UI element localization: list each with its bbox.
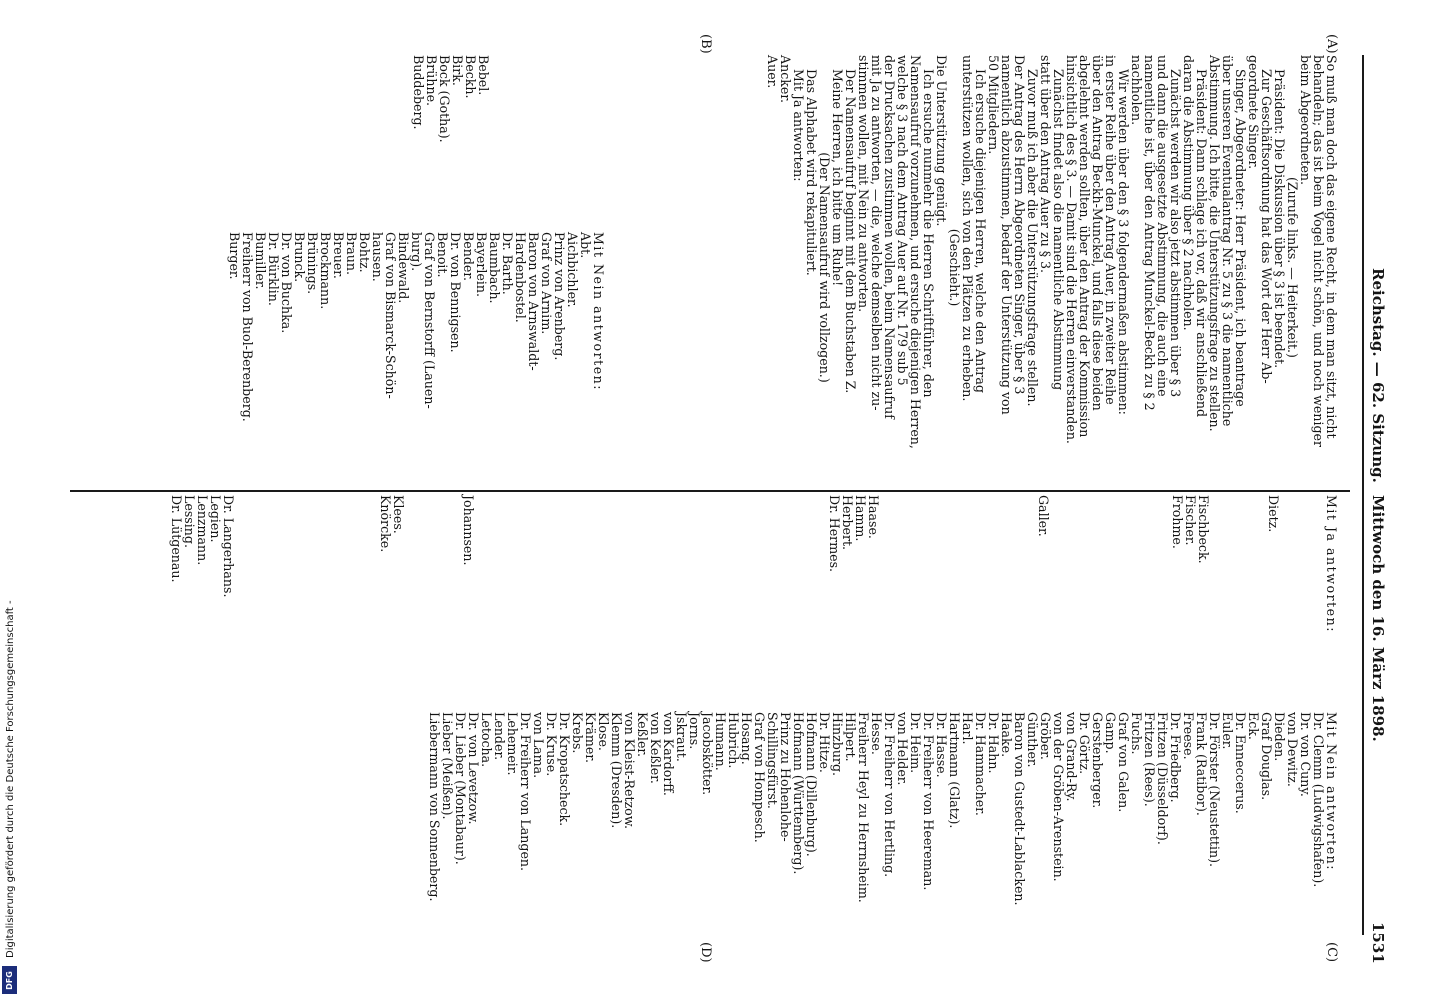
body-text-line: welche § 3 nach dem Antrag Auer auf Nr. 179 sub 5 — [895, 55, 910, 386]
member-name: Hubrich. — [726, 712, 741, 769]
member-name: Bindewald. — [396, 232, 411, 304]
member-name: Graf von Galen. — [1116, 712, 1131, 813]
member-name: Bumiller. — [253, 232, 268, 290]
member-name: Hinzburg. — [830, 712, 845, 777]
member-name: Schillingsfürst. — [765, 712, 780, 809]
member-name: Graf Douglas. — [1259, 712, 1274, 801]
member-name: Brockmann. — [318, 232, 333, 310]
body-text-line: Ancker. — [778, 55, 793, 103]
body-text-line: Das Alphabet wird rekapituliert. — [804, 69, 819, 276]
body-text-line: namentliche ist, über den Antrag Munckel-Beckh zu § 2 — [1142, 55, 1157, 411]
member-name: Dr. Lieber (Montabaur). — [453, 712, 468, 865]
member-name: Frohme. — [1170, 495, 1185, 549]
body-text-line: daran die Abstimmung über § 2 nachholen. — [1181, 55, 1196, 331]
member-name: Burger. — [227, 232, 242, 280]
body-text-line: abgelehnt werden sollten, über den Antrag der Kommission — [1077, 55, 1092, 438]
member-name: Dr. von Cuny. — [1298, 712, 1313, 797]
member-name: Dr. Freiherr von Hertling. — [882, 712, 897, 878]
member-name: von Kardorff. — [661, 712, 676, 796]
member-name: Brunck. — [292, 232, 307, 283]
member-name: Hesse. — [869, 712, 884, 755]
body-text-line: Meine Herren, ich bitte um Ruhe! — [830, 69, 845, 287]
body-text-line: hinsichtlich des § 3. — Damit sind die Herren einverstanden. — [1064, 55, 1079, 444]
member-name: Brühne. — [424, 55, 439, 107]
member-name: Bender. — [461, 232, 476, 281]
member-name: Dr. Freiherr von Langen. — [518, 712, 533, 872]
member-name: Knörcke. — [378, 495, 393, 553]
ja-names-l — [170, 495, 235, 695]
body-text-line: (Geschieht.) — [947, 228, 962, 307]
member-name: burg). — [409, 232, 424, 272]
member-name: Gamp. — [1103, 712, 1118, 754]
member-name: Liebermann von Sonnenberg. — [427, 712, 442, 902]
member-name: Beckh. — [463, 55, 478, 99]
ja-heading: Mit Ja antworten: — [1324, 495, 1339, 633]
body-text-line: geordnete Singer. — [1246, 55, 1261, 170]
body-text-line: Der Namensaufruf beginnt mit dem Buchstaben Z. — [843, 69, 858, 394]
member-name: Jorns. — [687, 712, 702, 750]
body-text-line: Singer, Abgeordneter: Herr Präsident, ich beantrage — [1233, 69, 1248, 407]
body-text-line: Zur Geschäftsordnung hat das Wort der Herr Ab- — [1259, 69, 1274, 384]
member-name: Hilpert. — [843, 712, 858, 762]
body-text-line: Ich ersuche nunmehr die Herren Schriftführer, den — [921, 69, 936, 398]
member-name: Aichbichler. — [565, 232, 580, 308]
body-text-line: Zunächst findet also die namentliche Abstimmung — [1051, 69, 1066, 391]
body-text-line: Präsident: Dann schlage ich vor, daß wir anschließend — [1194, 69, 1209, 418]
nein-heading: Mit Nein antworten: — [591, 232, 606, 392]
member-name: Hardenbostel. — [513, 232, 528, 323]
body-text-column — [766, 55, 1338, 480]
member-name: Dr. Enneccerus. — [1233, 712, 1248, 814]
body-text-line: in erster Reihe über den Antrag Auer, in zweiter Reihe — [1103, 55, 1118, 405]
member-name: Keßler. — [635, 712, 650, 758]
member-name: Hofmann (Württemberg). — [791, 712, 806, 875]
member-name: Brünings. — [305, 232, 320, 295]
ja-names-h — [828, 495, 880, 655]
member-name: Lender. — [492, 712, 507, 761]
body-text-line: Wir werden über den § 3 folgendermaßen abstimmen: — [1116, 69, 1131, 415]
member-name: Haase. — [866, 495, 881, 539]
member-name: hausen. — [370, 232, 385, 282]
member-name: von Grand-Ry. — [1064, 712, 1079, 802]
member-name: Lehemeir. — [505, 712, 520, 776]
member-name: Dr. Hammacher. — [973, 712, 988, 816]
body-text-line: 50 Mitgliedern. — [986, 55, 1001, 155]
body-text-line: Mit Ja antworten: — [791, 69, 806, 182]
header-rule — [1362, 55, 1364, 935]
member-name: Herbert. — [840, 495, 855, 551]
member-name: Dr. Langerhans. — [221, 495, 236, 598]
member-name: Braun. — [344, 232, 359, 276]
member-name: Klees. — [391, 495, 406, 534]
member-name: Jacobskötter. — [700, 712, 715, 796]
member-name: Humann. — [713, 712, 728, 771]
margin-mark-c: (C) — [1324, 942, 1339, 963]
page-number: 1531 — [1369, 922, 1387, 964]
member-name: Dieden. — [1272, 712, 1287, 762]
body-text-line: Der Antrag des Herrn Abgeordneten Singer, über § 3 — [1012, 55, 1027, 395]
member-name: von Lama. — [531, 712, 546, 779]
member-name: Dr. Friedberg. — [1168, 712, 1183, 803]
member-name: Dr. Hermes. — [827, 495, 842, 573]
member-name: Frank (Ratibor). — [1194, 712, 1209, 816]
member-name: Jskraut. — [674, 712, 689, 762]
body-text-line: der Drucksachen zustimmen wollen, beim Namensaufruf — [882, 55, 897, 419]
body-text-line: namentlich abzustimmen, bedarf der Unterstützung von — [999, 55, 1014, 415]
member-name: Letocha. — [479, 712, 494, 768]
member-name: Fritzen (Düsseldorf). — [1155, 712, 1170, 845]
member-name: Lessing. — [182, 495, 197, 548]
member-name: Graf von Hompesch. — [752, 712, 767, 843]
body-text-line: (Der Namensaufruf wird vollzogen.) — [817, 152, 832, 383]
nein-names-list-right — [428, 712, 1325, 942]
nein-names-list-left — [228, 232, 592, 492]
member-name: von Dewitz. — [1285, 712, 1300, 787]
body-text-line: (Zurufe links. — Heiterkeit.) — [1285, 177, 1300, 358]
margin-mark-b: (B) — [698, 34, 713, 54]
member-name: Eck. — [1246, 712, 1261, 740]
member-name: Birk. — [450, 55, 465, 86]
dfg-logo: DFG — [2, 966, 17, 994]
member-name: Dr. Bürklin. — [266, 232, 281, 306]
member-name: Fritzen (Rees). — [1142, 712, 1157, 807]
ja-names-j — [462, 495, 475, 655]
body-text-line: Namensaufruf vorzunehmen, und ersuche diejenigen Herren, — [908, 55, 923, 449]
member-name: Hofmann (Dillenburg). — [804, 712, 819, 857]
member-name: Dietz. — [1266, 495, 1281, 533]
member-name: Gerstenberger. — [1090, 712, 1105, 809]
body-text-line: behandeln; das ist beim Vogel nicht schön, und noch weniger — [1311, 55, 1326, 448]
member-name: Klemm (Dresden). — [609, 712, 624, 829]
member-name: Freiherr Heyl zu Herrnsheim. — [856, 712, 871, 903]
member-name: Benoit. — [435, 232, 450, 278]
ja-names-g — [1037, 495, 1050, 655]
margin-mark-a: (A) — [1324, 34, 1339, 54]
member-name: Dr. Förster (Neustettin). — [1207, 712, 1222, 868]
ja-names-f — [1171, 495, 1210, 655]
member-name: Graf von Bismarck-Schön- — [383, 232, 398, 399]
body-text-line: über den Antrag Beckh-Munckel, und falls diese beiden — [1090, 55, 1105, 411]
ja-heading-right — [1325, 495, 1338, 735]
member-name: Legien. — [208, 495, 223, 543]
running-head-left: Reichstag. — 62. Sitzung. — [1369, 268, 1387, 483]
nein-heading-2: Mit Nein antworten: — [1324, 712, 1339, 872]
member-name: Bebel. — [476, 55, 491, 96]
member-name: Johannsen. — [461, 495, 476, 566]
member-name: Hosang. — [739, 712, 754, 765]
member-name: von Keßler. — [648, 712, 663, 784]
nein-heading-left — [592, 232, 605, 472]
body-text-line: So muß man doch das eigene Recht, in dem man sitzt, nicht — [1324, 55, 1339, 439]
member-name: Prinz zu Hohenlohe- — [778, 712, 793, 842]
member-name: Krebs. — [570, 712, 585, 754]
member-name: Gröber. — [1038, 712, 1053, 760]
body-text-line: beim Abgeordneten. — [1298, 55, 1313, 186]
member-name: Bayerlein. — [474, 232, 489, 297]
member-name: Dr. Görtz. — [1077, 712, 1092, 775]
member-name: Fischer. — [1183, 495, 1198, 546]
member-name: Haake. — [999, 712, 1014, 758]
member-name: Baron von Arnswaldt- — [526, 232, 541, 371]
body-text-line: Zuvor muß ich aber die Unterstützungsfrage stellen. — [1025, 69, 1040, 407]
member-name: Lenzmann. — [195, 495, 210, 566]
body-text-line: stimmen wollen, mit Nein zu antworten. — [856, 55, 871, 313]
member-name: von Kleist-Retzow. — [622, 712, 637, 830]
member-name: Dr. Freiherr von Heereman. — [921, 712, 936, 891]
member-name: Dr. Hitze. — [817, 712, 832, 773]
member-name: Dr. Lütgenau. — [169, 495, 184, 583]
body-text-line: unterstützen wollen, sich von den Plätzen zu erheben. — [960, 55, 975, 402]
member-name: Dr. von Levetzow. — [466, 712, 481, 825]
member-name: Fuchs. — [1129, 712, 1144, 755]
ja-names-d — [1267, 495, 1280, 655]
member-name: Dr. Barth. — [500, 232, 515, 295]
member-name: von Helder. — [895, 712, 910, 786]
nein-heading-right — [1325, 712, 1338, 952]
body-text-line: Präsident: Die Diskussion über § 3 ist beendet. — [1272, 69, 1287, 369]
body-text-line: über unseren Eventualantrag Nr. 5 zu § 3 die namentliche — [1220, 55, 1235, 427]
body-text-line: nachholen. — [1129, 55, 1144, 126]
ja-names-k — [379, 495, 405, 655]
body-text-line: Auer. — [765, 55, 780, 89]
member-name: Freiherr von Buol-Berenberg. — [240, 232, 255, 422]
member-name: Harl. — [960, 712, 975, 745]
member-name: Buddeberg. — [411, 55, 426, 130]
body-text-line: Abstimmung. Ich bitte, die Unterstützungsfrage zu stellen. — [1207, 55, 1222, 432]
member-name: Freese. — [1181, 712, 1196, 760]
member-name: Baumbach. — [487, 232, 502, 304]
body-text-line: mit Ja zu antworten, — die, welche demselben nicht zu- — [869, 55, 884, 411]
body-text-line: Ich ersuche diejenigen Herren, welche den Antrag — [973, 69, 988, 393]
member-name: Dr. Hasse. — [934, 712, 949, 778]
member-name: Baron von Gustedt-Lablacken. — [1012, 712, 1027, 906]
member-name: Dr. Hahn. — [986, 712, 1001, 774]
member-name: Krämer. — [583, 712, 598, 763]
body-text-line: statt über den Antrag Auer zu § 3. — [1038, 55, 1053, 274]
ja-names-list-b — [412, 55, 490, 255]
member-name: Galler. — [1036, 495, 1051, 537]
body-text-line: Zunächst werden wir also jetzt abstimmen über § 3 — [1168, 69, 1183, 398]
member-name: Graf von Arnim. — [539, 232, 554, 335]
member-name: Dr. Heim. — [908, 712, 923, 774]
member-name: Dr. Kropatscheck. — [557, 712, 572, 827]
member-name: Lieber (Meißen). — [440, 712, 455, 820]
member-name: Euler. — [1220, 712, 1235, 750]
member-name: Bock (Gotha). — [437, 55, 452, 143]
member-name: Bohtz. — [357, 232, 372, 273]
member-name: von der Gröben-Arenstein. — [1051, 712, 1066, 882]
running-head-date: Mittwoch den 16. März 1898. — [1369, 495, 1387, 742]
body-text-line: Die Unterstützung genügt. — [934, 55, 949, 227]
body-text-line: und dann die ausgesetzte Abstimmung, die auch eine — [1155, 55, 1170, 397]
member-name: Dr. von Bennigsen. — [448, 232, 463, 353]
member-name: Dr. von Buchka. — [279, 232, 294, 334]
member-name: Dr. Clemm (Ludwigshafen). — [1311, 712, 1326, 888]
member-name: Prinz von Arenberg. — [552, 232, 567, 361]
member-name: Hartmann (Glatz). — [947, 712, 962, 829]
member-name: Breuer. — [331, 232, 346, 279]
member-name: Hamm. — [853, 495, 868, 542]
member-name: Abt. — [578, 232, 593, 259]
margin-mark-d: (D) — [698, 942, 713, 963]
member-name: Graf von Bernstorff (Lauen- — [422, 232, 437, 409]
member-name: Günther. — [1025, 712, 1040, 768]
member-name: Klose. — [596, 712, 611, 751]
member-name: Fischbeck. — [1196, 495, 1211, 564]
member-name: Dr. Kruse. — [544, 712, 559, 777]
digitization-note: Digitalisierung gefördert durch die Deutsche Forschungsgemeinschaft - — [5, 600, 16, 958]
